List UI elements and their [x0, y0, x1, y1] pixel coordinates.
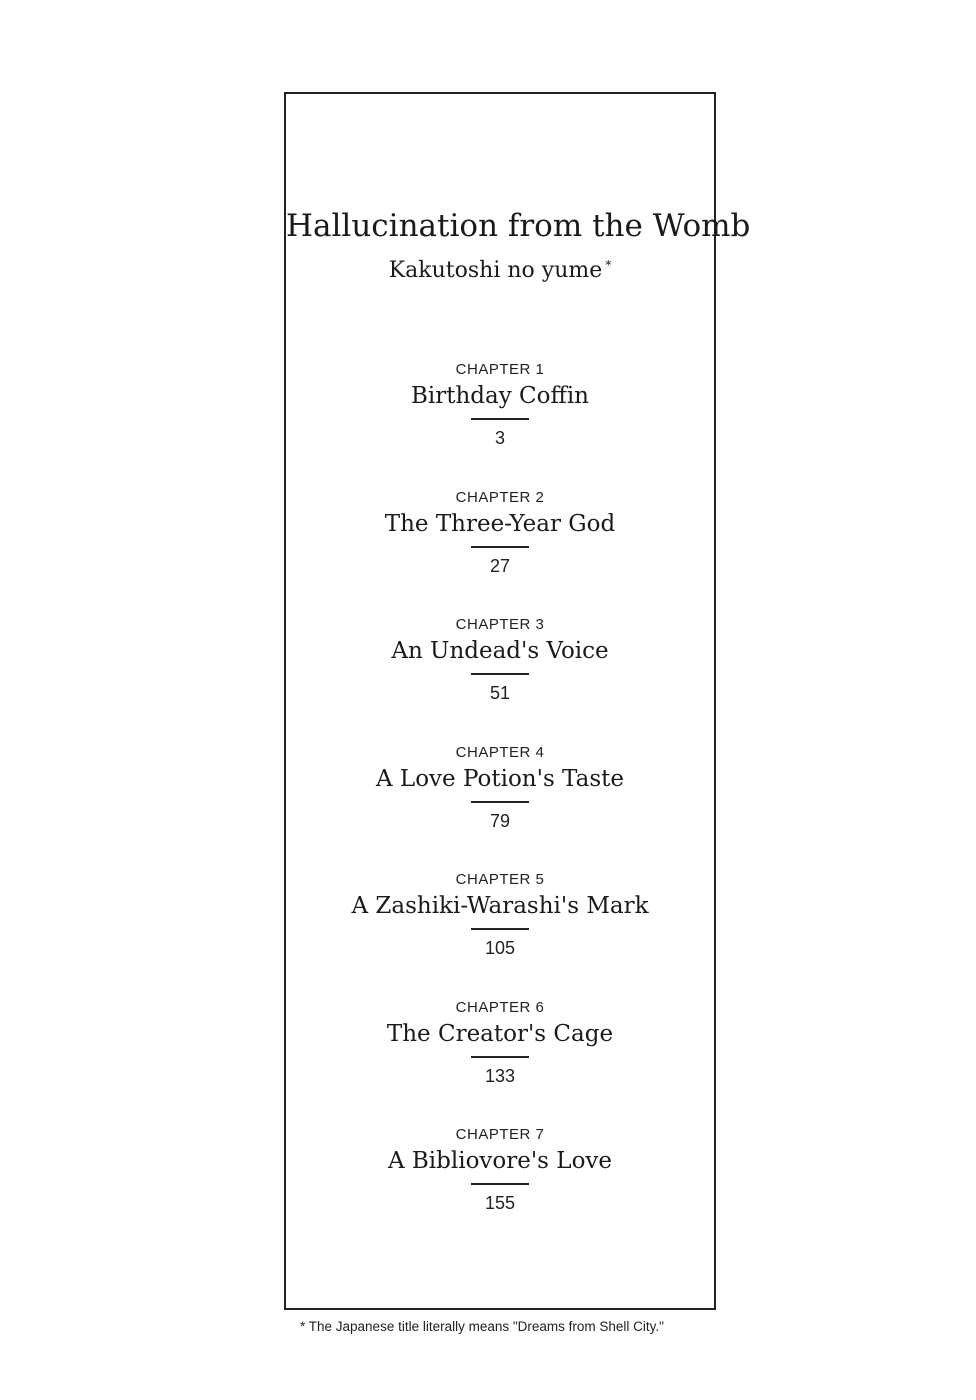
chapter-divider [471, 928, 529, 930]
footnote-marker: * [605, 258, 612, 272]
footnote: * The Japanese title literally means "Dreams from Shell City." [300, 1319, 664, 1334]
chapter-list [286, 360, 714, 1253]
chapter-page-number: 133 [484, 1065, 516, 1086]
contents-frame [284, 92, 751, 1310]
chapter-entry-1[interactable] [286, 360, 714, 488]
chapter-label: CHAPTER 5 [455, 871, 545, 888]
chapter-label: CHAPTER 2 [455, 488, 545, 506]
chapter-page-number: 27 [489, 555, 511, 576]
chapter-page-number: 3 [494, 428, 505, 448]
chapter-page-number: 79 [489, 810, 511, 831]
chapter-label: CHAPTER 3 [455, 616, 545, 633]
chapter-entry-7[interactable] [286, 1125, 714, 1253]
chapter-title: A Zashiki-Warashi's Mark [351, 893, 649, 919]
chapter-title: The Three-Year God [384, 510, 616, 537]
chapter-label: CHAPTER 1 [455, 361, 545, 378]
chapter-entry-3[interactable] [286, 615, 714, 743]
chapter-label: CHAPTER 6 [455, 998, 545, 1016]
chapter-label: CHAPTER 7 [455, 1126, 545, 1143]
chapter-page-number: 105 [484, 938, 516, 958]
chapter-title: An Undead's Voice [391, 638, 609, 664]
chapter-entry-2[interactable] [286, 488, 714, 616]
chapter-title: A Bibliovore's Love [387, 1148, 613, 1174]
chapter-divider [471, 546, 529, 548]
chapter-title: The Creator's Cage [386, 1020, 614, 1047]
chapter-page-number: 155 [484, 1193, 516, 1213]
chapter-divider [471, 673, 529, 675]
subtitle-text: Kakutoshi no yume [388, 258, 603, 283]
chapter-divider [471, 801, 529, 803]
chapter-title: Birthday Coffin [410, 383, 589, 409]
chapter-title: A Love Potion's Taste [376, 765, 624, 792]
chapter-divider [471, 418, 529, 420]
chapter-divider [471, 1056, 529, 1058]
book-subtitle [286, 250, 714, 286]
chapter-page-number: 51 [489, 683, 511, 703]
chapter-label: CHAPTER 4 [455, 743, 545, 761]
chapter-entry-5[interactable] [286, 870, 714, 998]
chapter-divider [471, 1183, 529, 1185]
book-title: Hallucination from the Womb [286, 208, 751, 244]
chapter-entry-6[interactable] [286, 998, 714, 1126]
chapter-entry-4[interactable] [286, 743, 714, 871]
